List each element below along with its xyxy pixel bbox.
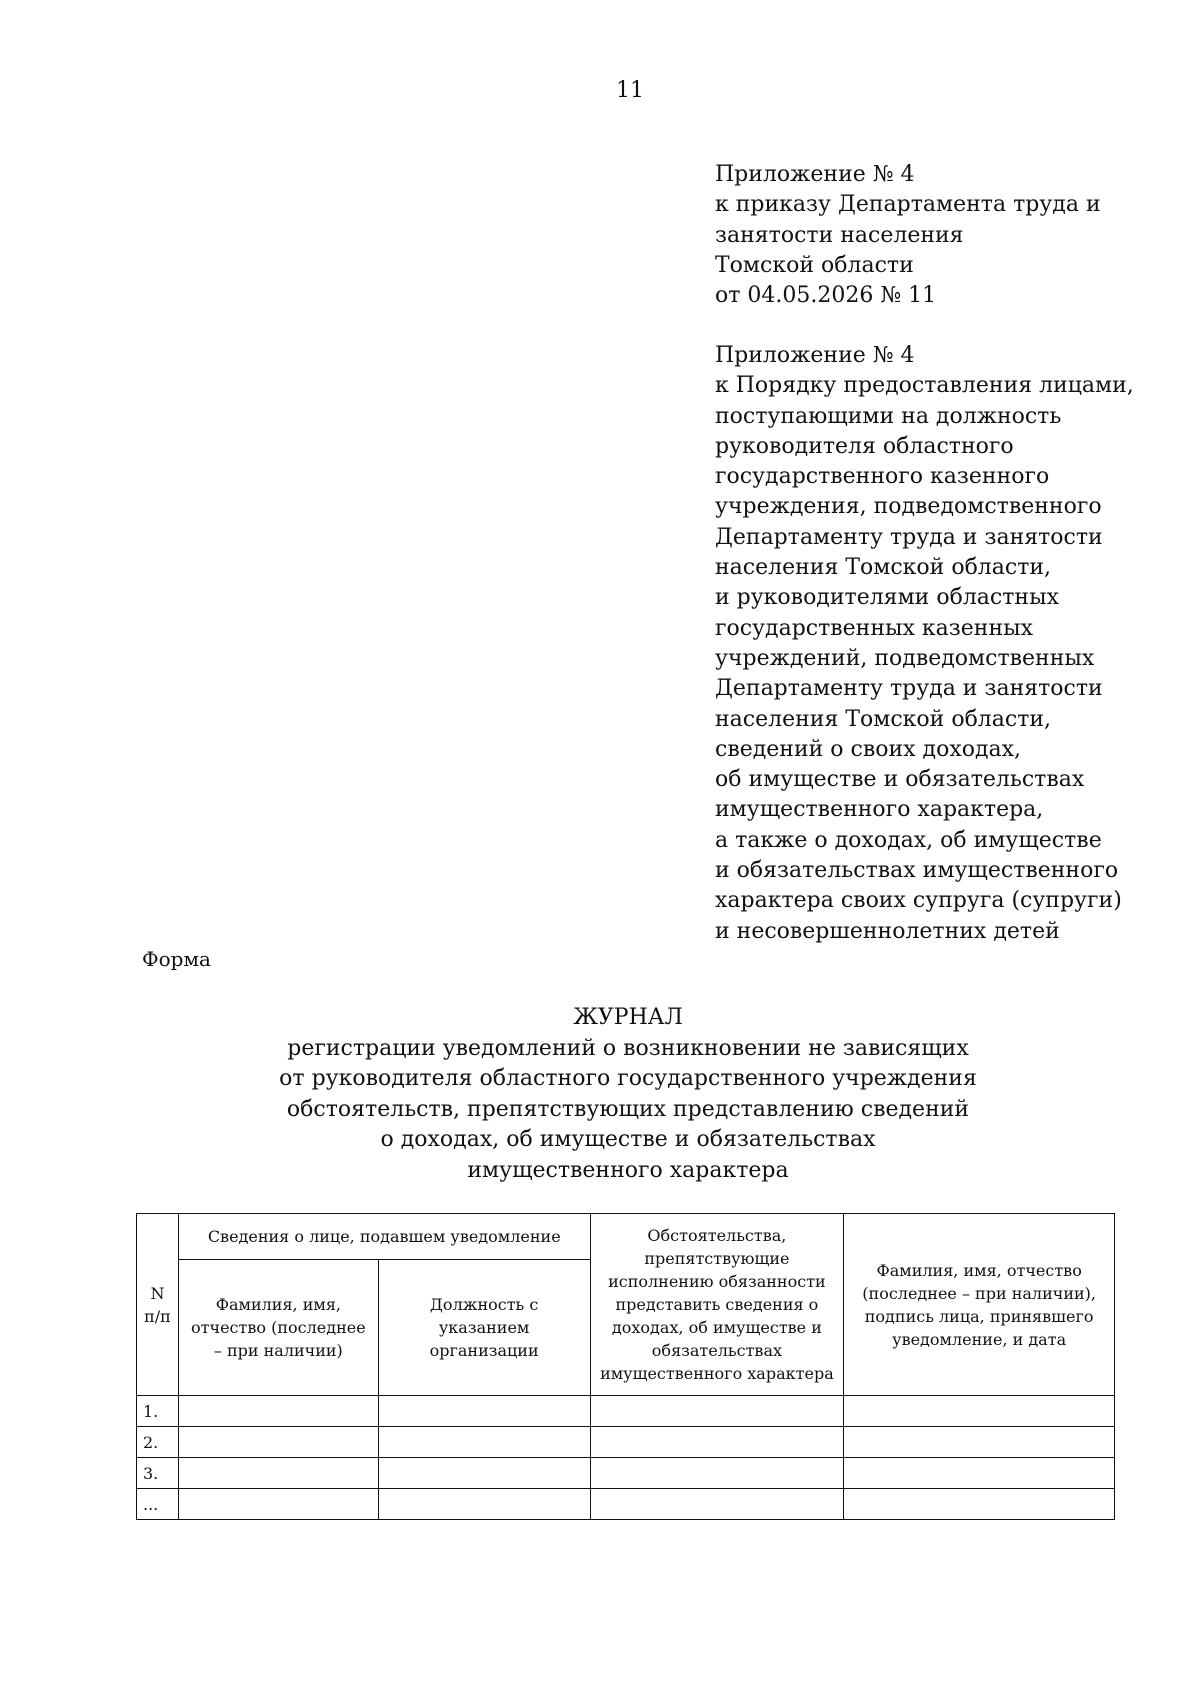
row-number: 2. (137, 1427, 179, 1458)
annex-line: занятости населения (715, 222, 964, 248)
annex-line: и руководителями областных (715, 585, 1059, 611)
header-applicant-position (378, 1260, 590, 1396)
row-number: 1. (137, 1396, 179, 1427)
header-text: организации (429, 1341, 539, 1360)
table-cell (590, 1489, 844, 1520)
table-cell (378, 1427, 590, 1458)
table-row (137, 1427, 1115, 1458)
table-cell (590, 1427, 844, 1458)
table-cell (590, 1458, 844, 1489)
table-cell (178, 1489, 378, 1520)
annex-line: населения Томской области, (715, 555, 1052, 581)
annex-line: характера своих супруга (супруги) (715, 888, 1122, 914)
header-text: Обстоятельства, (647, 1226, 787, 1245)
table-cell (590, 1396, 844, 1427)
journal-subtitle-line: обстоятельств, препятствующих представлению сведений (286, 1096, 970, 1122)
header-text: имущественного характера (600, 1364, 834, 1383)
annex-procedure-block (715, 341, 1134, 947)
journal-subtitle-line: о доходах, об имуществе и обязательствах (380, 1127, 876, 1152)
annex-line: населения Томской области, (715, 706, 1052, 732)
header-applicant-name (178, 1260, 378, 1396)
annex-line: от 04.05.2026 № 11 (715, 283, 937, 309)
annex-line: об имуществе и обязательствах (715, 767, 1085, 793)
annex-line: Томской области (715, 252, 914, 278)
header-text: – при наличии) (213, 1341, 343, 1360)
table-cell (178, 1458, 378, 1489)
table-cell (178, 1427, 378, 1458)
table-row (137, 1458, 1115, 1489)
form-label: Форма (142, 947, 211, 971)
annex-line: государственных казенных (715, 615, 1034, 641)
annex-order-block (715, 160, 1101, 311)
annex-line: сведений о своих доходах, (715, 736, 1022, 762)
annex-line: имущественного характера, (715, 797, 1044, 823)
table-cell (178, 1396, 378, 1427)
annex-line: и обязательствах имущественного (715, 858, 1119, 884)
annex-line: а также о доходах, об имуществе (715, 827, 1102, 853)
journal-title-block (0, 1003, 1200, 1186)
header-text: препятствующие (644, 1249, 790, 1268)
header-text: доходах, об имуществе и (611, 1318, 822, 1337)
annex-line: руководителя областного (715, 433, 1014, 459)
annex-line: Департаменту труда и занятости (715, 676, 1103, 702)
annex-line: учреждений, подведомственных (715, 645, 1095, 671)
table-cell (378, 1458, 590, 1489)
page-number: 11 (616, 78, 644, 103)
header-text: п/п (144, 1306, 171, 1326)
header-circumstances (590, 1214, 844, 1396)
row-number: 3. (137, 1458, 179, 1489)
annex-line: Департаменту труда и занятости (715, 524, 1103, 550)
journal-table (136, 1213, 1115, 1520)
header-text: представить сведения о (615, 1295, 819, 1314)
header-text: (последнее – при наличии), (862, 1283, 1096, 1303)
table-cell (844, 1427, 1115, 1458)
annex-line: к Порядку предоставления лицами, (715, 373, 1134, 399)
header-text: указанием (438, 1318, 530, 1337)
table-cell (844, 1396, 1115, 1427)
annex-line: поступающими на должность (715, 403, 1062, 429)
journal-subtitle-line: регистрации уведомлений о возникновении не зависящих (287, 1035, 969, 1061)
table-cell (844, 1489, 1115, 1520)
header-text: Фамилия, имя, отчество (876, 1260, 1082, 1280)
table-row (137, 1396, 1115, 1427)
table-cell (378, 1396, 590, 1427)
header-row-number (137, 1214, 179, 1396)
header-text: N (150, 1283, 165, 1303)
annex-line: Приложение № 4 (715, 162, 915, 187)
journal-subtitle-line: имущественного характера (467, 1157, 789, 1183)
annex-line: государственного казенного (715, 464, 1050, 490)
header-text: Фамилия, имя, (215, 1295, 341, 1314)
header-applicant-group: Сведения о лице, подавшем уведомление (178, 1214, 590, 1260)
header-text: отчество (последнее (191, 1318, 366, 1337)
header-text: подпись лица, принявшего (864, 1306, 1094, 1326)
annex-line: Приложение № 4 (715, 343, 915, 368)
header-text: обязательствах (651, 1341, 782, 1360)
table-cell (378, 1489, 590, 1520)
annex-line: и несовершеннолетних детей (715, 918, 1060, 944)
table-row (137, 1489, 1115, 1520)
table-cell (844, 1458, 1115, 1489)
header-text: Должность с (429, 1295, 539, 1314)
journal-subtitle-line: от руководителя областного государственного учреждения (279, 1066, 977, 1091)
annex-line: к приказу Департамента труда и (715, 192, 1101, 218)
header-text: исполнению обязанности (608, 1272, 826, 1291)
header-text: уведомление, и дата (892, 1329, 1067, 1349)
journal-title: ЖУРНАЛ (573, 1005, 683, 1030)
row-number: ... (137, 1489, 179, 1520)
header-receiver (844, 1214, 1115, 1396)
annex-line: учреждения, подведомственного (715, 494, 1102, 520)
